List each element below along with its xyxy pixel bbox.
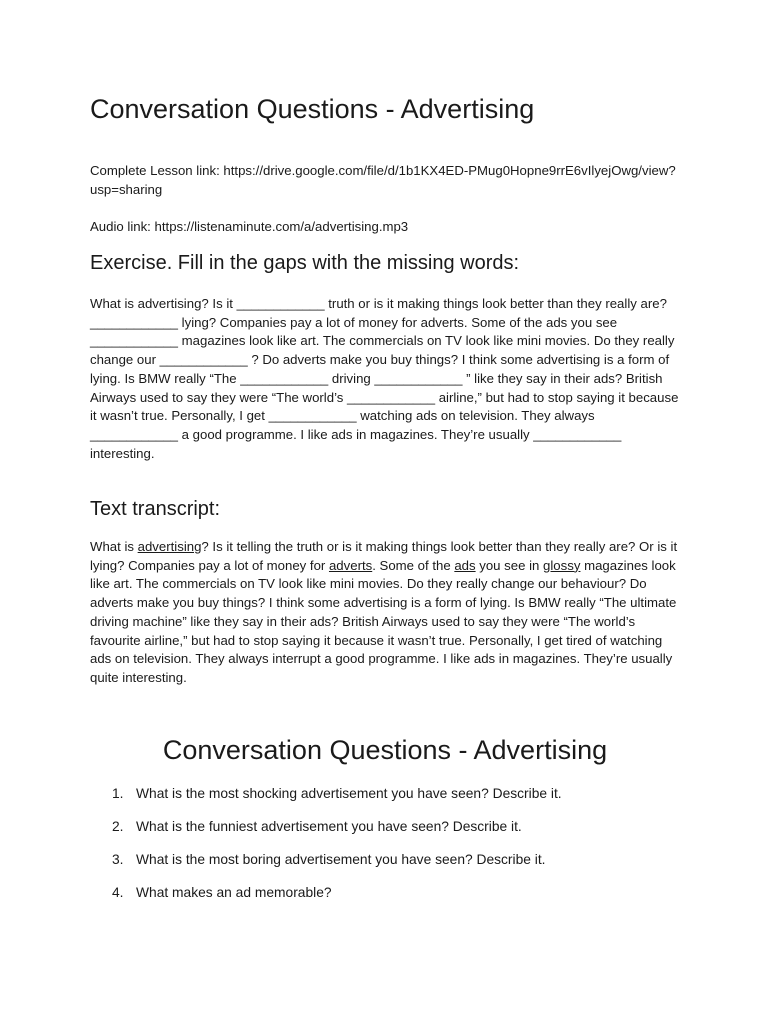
lesson-link-paragraph: [90, 162, 680, 199]
question-number: 2.: [112, 819, 124, 834]
vocab-word-advertising: advertising: [137, 539, 202, 554]
list-item: [112, 817, 672, 836]
audio-link-url[interactable]: https://listenaminute.com/a/advertising.mp3: [154, 219, 409, 234]
transcript-segment: ? Is it telling the truth or is it making things look better than they really are? Or is it lying? Companies pay a lot of money for: [90, 539, 678, 573]
vocab-word-ads: ads: [454, 557, 476, 573]
audio-link-label: Audio link:: [90, 219, 151, 234]
questions-list: [112, 784, 672, 916]
question-number: 1.: [112, 786, 124, 801]
transcript-segment: . Some of the: [372, 557, 455, 573]
lesson-link-url[interactable]: https://drive.google.com/file/d/1b1KX4ED-PMug0Hopne9rrE6vIlyejOwg/view?usp=sharing: [90, 163, 676, 197]
list-item: [112, 883, 672, 902]
transcript-segment: What is: [90, 539, 138, 554]
transcript-segment: you see in: [475, 557, 544, 573]
question-text: What is the funniest advertisement you have seen? Describe it.: [136, 819, 522, 834]
transcript-segment: magazines look like art. The commercials on TV look like mini movies. Do they really change our behaviour? Do adverts make you buy things? I think some advertising is a form of lying. Is BMW really “The ultimate driving machine” like they say in their ads? British Airways used to say they were “The world’s favourite airline,” but had to stop saying it because it wasn’t true. Personally, I get tired of watching ads on television. They always interrupt a good programme. I like ads in magazines. They’re usually quite interesting.: [90, 557, 677, 685]
question-text: What makes an ad memorable?: [136, 885, 332, 900]
lesson-link-label: Complete Lesson link:: [90, 163, 220, 178]
question-number: 4.: [112, 885, 124, 900]
question-text: What is the most shocking advertisement you have seen? Describe it.: [136, 786, 562, 801]
exercise-text: What is advertising? Is it ____________ truth or is it making things look better than they really are? ____________ lying? Companies pay a lot of money for adverts. Some of the ads you see ____________ magazines look like art. The commercials on TV look like mini movies. Do they really change our ____________ ? Do adverts make you buy things? I think some advertising is a form of lying. Is BMW really “The ____________ driving ____________ ” like they say in their ads? British Airways used to say they were “The world’s ____________ airline,” but had to stop saying it because it wasn’t true. Personally, I get ____________ watching ads on television. They always ____________ a good programme. I like ads in magazines. They’re usually ____________ interesting.: [90, 296, 679, 461]
question-text: What is the most boring advertisement you have seen? Describe it.: [136, 852, 546, 867]
list-item: [112, 784, 672, 803]
question-number: 3.: [112, 852, 124, 867]
transcript-heading: Text transcript:: [90, 498, 221, 520]
transcript-text: [90, 538, 680, 688]
audio-link-paragraph: [90, 218, 680, 237]
exercise-heading: Exercise. Fill in the gaps with the missing words:: [90, 252, 520, 274]
vocab-word-adverts: adverts: [328, 557, 373, 573]
vocab-word-glossy: glossy: [543, 557, 581, 573]
list-item: [112, 850, 672, 869]
questions-title: Conversation Questions - Advertising: [162, 735, 608, 765]
page-title: Conversation Questions - Advertising: [90, 94, 535, 124]
